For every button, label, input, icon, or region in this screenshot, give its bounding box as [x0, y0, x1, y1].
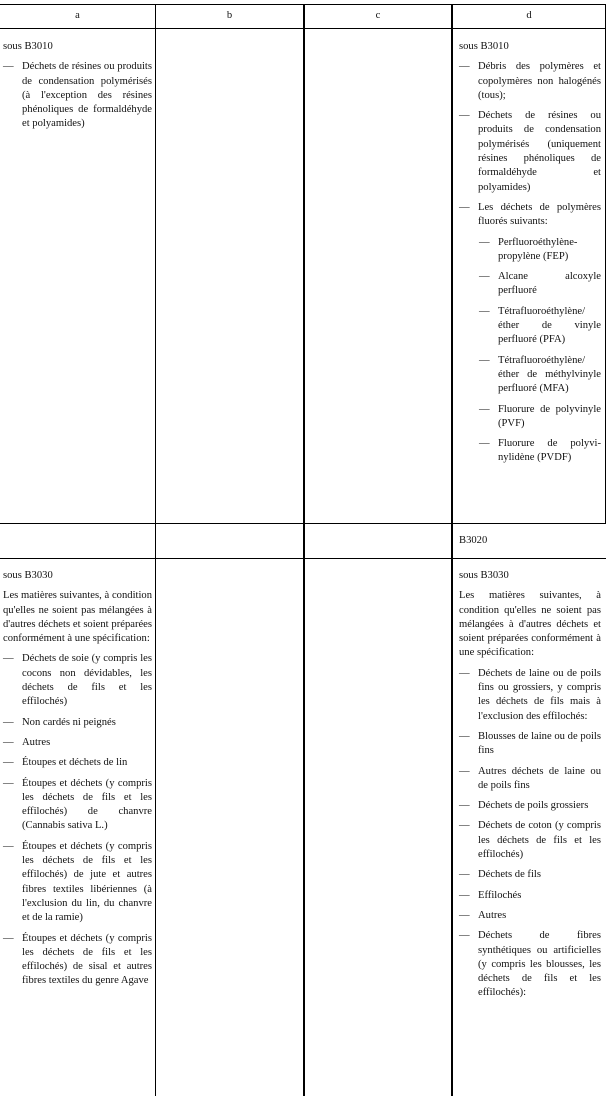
list-item	[3, 652, 152, 709]
dash-marker: —	[3, 716, 14, 728]
list-item	[3, 777, 152, 834]
list-item-text: Étoupes et déchets de lin	[22, 757, 128, 769]
row1-cell-a	[3, 40, 152, 138]
list-item-text: Tétrafluoroéthylène/ éther de vinyle perfluoré (PFA)	[498, 305, 601, 346]
section-intro: Les matières suivantes, à condition qu'elles ne soient pas mélangées à d'autres déchets et soient préparées conformément à une spécification:	[3, 590, 152, 645]
list-item	[459, 667, 601, 724]
list-item-text: Non cardés ni peignés	[22, 716, 116, 728]
sub-list-item	[479, 270, 601, 299]
list-item-text: Fluorure de polyvinyle (PVF)	[498, 403, 601, 429]
column-divider-bc	[303, 4, 305, 1096]
list-item	[459, 868, 601, 882]
list-item-text: Étoupes et déchets (y compris les déchets de fils et les effilochés) de chanvre (Cannabis sativa L.)	[22, 777, 152, 832]
dash-marker: —	[459, 667, 470, 679]
dash-marker: —	[459, 930, 470, 942]
dash-marker: —	[459, 730, 470, 742]
list-item-text: Alcane alcoxyle perfluoré	[498, 271, 601, 297]
section-title: sous B3030	[459, 570, 509, 581]
list-item	[459, 109, 601, 195]
list-item-text: Autres déchets de laine ou de poils fins	[478, 765, 601, 791]
dash-marker: —	[479, 271, 490, 283]
dash-marker: —	[459, 110, 470, 122]
sub-list-item	[479, 236, 601, 265]
list-item-text: Déchets de laine ou de poils fins ou grossiers, y compris les déchets de fils mais à l'exclusion des effilochés:	[478, 667, 601, 722]
sub-list-item	[479, 403, 601, 432]
list-item-text: Tétrafluoroéthylène/ éther de méthylvinyle perfluoré (MFA)	[498, 354, 601, 395]
column-header-b: b	[226, 10, 233, 21]
list-item-text: Débris des polymères et copolymères non halogénés (tous);	[478, 61, 601, 101]
list-item-text: Déchets de résines ou produits de condensation polymérisés (uniquement résines phénoliques de formaldéhyde et polyamides)	[478, 110, 601, 193]
list-item	[3, 932, 152, 989]
dash-marker: —	[479, 403, 490, 415]
dash-marker: —	[479, 305, 490, 317]
list-item-text: Perfluoroéthylène-propylène (FEP)	[498, 236, 578, 262]
list-item	[3, 736, 152, 750]
list-item-text: Étoupes et déchets (y compris les déchets de fils et les effilochés) de jute et autres fibres textiles libériennes (à l'exclusion du lin, du chanvre et de la ramie)	[22, 840, 152, 924]
dash-marker: —	[459, 765, 470, 777]
row1-cell-d	[459, 40, 601, 472]
list-item-text: Déchets de poils grossiers	[478, 800, 589, 812]
section-code: B3020	[459, 535, 488, 546]
dash-marker: —	[459, 201, 470, 213]
column-header-d: d	[526, 10, 532, 21]
list-item	[459, 730, 601, 759]
list-item-text: Déchets de soie (y compris les cocons non dévidables, les déchets de fils et les effilochés)	[22, 653, 152, 708]
section-intro: Les matières suivantes, à condition qu'elles ne soient pas mélangées à d'autres déchets et soient préparées conformément à une spécification:	[459, 590, 601, 659]
list-item	[3, 756, 152, 770]
row3-cell-a	[3, 569, 152, 989]
dash-marker: —	[3, 757, 14, 769]
dash-marker: —	[479, 438, 490, 450]
list-item	[459, 819, 601, 862]
dash-marker: —	[3, 840, 14, 852]
dash-marker: —	[3, 736, 14, 748]
list-item	[3, 716, 152, 730]
list-item	[459, 929, 601, 1000]
list-item-text: Blousses de laine ou de poils fins	[478, 730, 601, 757]
dash-marker: —	[459, 869, 470, 881]
column-divider-cd	[451, 4, 453, 1096]
dash-marker: —	[459, 61, 470, 73]
list-item	[459, 799, 601, 813]
list-item-text: Déchets de résines ou produits de condensation polymérisés (à l'exception des résines phénoliques de formaldéhyde et polyamides)	[22, 61, 152, 130]
row3-cell-d	[459, 569, 601, 1001]
column-header-c: c	[375, 10, 381, 21]
list-item	[459, 765, 601, 794]
list-item	[459, 909, 601, 923]
dash-marker: —	[3, 932, 14, 944]
list-item-text: Fluorure de polyvinylidène (PVDF)	[498, 438, 601, 464]
row2-cell-d	[459, 534, 601, 548]
list-item	[459, 60, 601, 103]
dash-marker: —	[3, 61, 14, 73]
list-item-text: Étoupes et déchets (y compris les déchets de fils et les effilochés) de sisal et autres fibres textiles du genre Agave	[22, 932, 152, 987]
dash-marker: —	[459, 820, 470, 832]
list-item	[3, 60, 152, 131]
list-item	[459, 889, 601, 903]
dash-marker: —	[459, 889, 470, 901]
column-divider-ab	[155, 4, 156, 1096]
list-item-text: Les déchets de polymères fluorés suivants:	[478, 201, 601, 228]
dash-marker: —	[459, 909, 470, 921]
list-item-text: Autres	[22, 736, 51, 748]
sub-list-item	[479, 305, 601, 348]
list-item-text: Effilochés	[478, 889, 522, 901]
sub-list-item	[479, 354, 601, 397]
dash-marker: —	[3, 777, 14, 789]
section-title: sous B3030	[3, 570, 53, 581]
list-item	[3, 840, 152, 926]
column-header-a: a	[75, 10, 80, 21]
dash-marker: —	[3, 653, 14, 665]
list-item	[459, 201, 601, 230]
dash-marker: —	[479, 354, 490, 366]
section-title: sous B3010	[3, 41, 53, 52]
list-item-text: Déchets de fibres synthétiques ou artificielles (y compris les blousses, les déchets de fils et les effilochés):	[478, 930, 601, 999]
section-title: sous B3010	[459, 41, 509, 52]
sub-list-item	[479, 437, 601, 466]
dash-marker: —	[459, 800, 470, 812]
dash-marker: —	[479, 236, 490, 248]
list-item-text: Autres	[478, 909, 507, 921]
table-right-border	[605, 4, 606, 524]
list-item-text: Déchets de coton (y compris les déchets de fils et les effilochés)	[478, 820, 601, 861]
list-item-text: Déchets de fils	[478, 869, 541, 881]
